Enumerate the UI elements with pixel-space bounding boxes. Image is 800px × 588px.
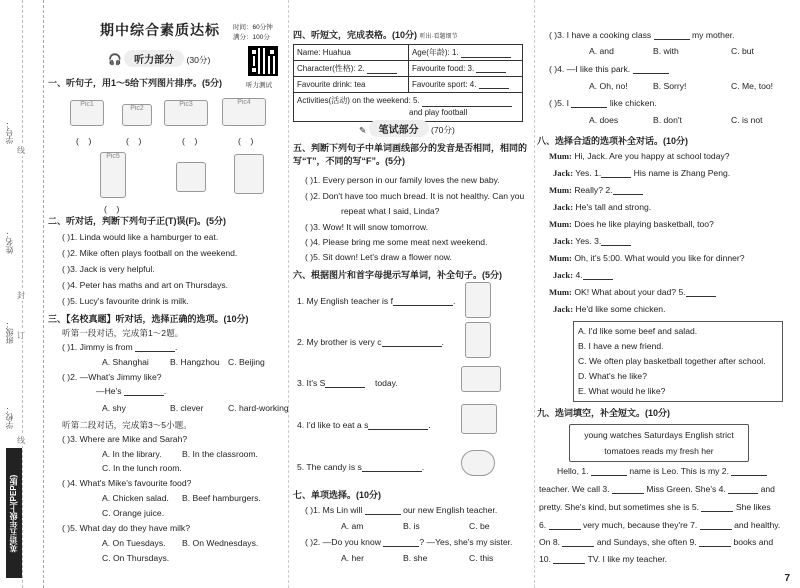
binding-margin (0, 0, 44, 588)
option-c[interactable]: C. On Thursdays. (102, 553, 170, 563)
dialogue-line[interactable]: Jack: Yes. 3. (553, 236, 631, 246)
question-2[interactable]: ( )2. —What's Jimmy like? (62, 372, 162, 382)
phonics-item[interactable]: ( )2. Don't have too much bread. It is not healthy. Can you (305, 191, 525, 201)
qr-label: 听力测试 (246, 82, 272, 89)
section-6-title: 六、根据图片和首字母提示写单词，补全句子。(5分) (293, 270, 503, 280)
column-2 (288, 0, 528, 588)
dialogue-line[interactable]: Jack: Yes. 1. His name is Zhang Peng. (553, 168, 731, 178)
dialogue-line: Jack: He'd like some chicken. (553, 304, 666, 314)
option-c[interactable]: C. Beijing (228, 357, 265, 367)
info-table (293, 44, 523, 122)
order-blank[interactable]: ( ) (104, 204, 120, 214)
listening-score: (30分) (186, 55, 211, 65)
option-a[interactable]: A. Shanghai (102, 357, 149, 367)
option-a[interactable]: A. am (341, 521, 364, 531)
option-b[interactable]: B. she (403, 553, 428, 563)
fill-item-3[interactable]: 3. It's S today. (297, 378, 398, 388)
option-c[interactable]: C. Me, too! (731, 81, 774, 91)
order-blank[interactable]: ( ) (76, 136, 92, 146)
option-b[interactable]: B. I have a new friend. (578, 341, 664, 351)
cell-character: Character(性格): 2. (294, 61, 409, 77)
option-c[interactable]: C. In the lunch room. (102, 463, 182, 473)
option-b[interactable]: B. with (653, 46, 679, 56)
qr-code-icon[interactable] (248, 46, 278, 76)
option-a[interactable]: A. I'd like some beef and salad. (578, 326, 698, 336)
choice-q1[interactable]: ( )1. Ms Lin will our new English teacher. (305, 505, 498, 515)
option-a[interactable]: A. shy (102, 403, 126, 413)
page-title: 期中综合素质达标 (100, 22, 220, 38)
full-score: 满分：100分 (233, 34, 270, 41)
cell-food: Favourite food: 3. (408, 61, 522, 77)
dialogue-line[interactable]: Mum: OK! What about your dad? 5. (549, 287, 716, 297)
tableware-icon: Pic2 (122, 104, 152, 126)
option-c[interactable]: C. this (469, 553, 494, 563)
word-bank-row: tomatoes reads my fresh her (604, 446, 714, 456)
option-b[interactable]: B. Sorry! (653, 81, 687, 91)
time-limit: 时间：60分钟 (233, 24, 273, 31)
option-c[interactable]: C. but (731, 46, 754, 56)
option-c[interactable]: C. is not (731, 115, 763, 125)
option-c[interactable]: C. be (469, 521, 490, 531)
option-a[interactable]: A. Oh, no! (589, 81, 628, 91)
cut-char: 订 (17, 331, 25, 340)
phonics-item[interactable]: ( )3. Wow! It will snow tomorrow. (305, 222, 429, 232)
word-bank-row: young watches Saturdays English strict (584, 430, 734, 440)
headphones-icon: 🎧 (108, 54, 122, 66)
choice-q4[interactable]: ( )4. —I like this park. (549, 64, 669, 74)
saturday-icon (461, 366, 501, 392)
dialogue-line: Mum: Hi, Jack. Are you happy at school today? (549, 151, 730, 161)
phonics-item[interactable]: ( )5. Sit down! Let's draw a flower now. (305, 252, 452, 262)
cut-char: 线 (17, 436, 25, 445)
cut-char: 线 (17, 146, 25, 155)
girl-icon: Pic5 (100, 152, 126, 198)
tf-item[interactable]: ( )2. Mike often plays football on the weekend. (62, 248, 238, 258)
word-bank (569, 424, 749, 462)
question-2-answer[interactable]: —He's . (96, 386, 167, 396)
tv-icon (176, 162, 206, 192)
option-a[interactable]: A. her (341, 553, 364, 563)
food-icon: Pic1 (70, 100, 104, 126)
class-label: 班级： (5, 320, 14, 344)
option-b[interactable]: B. Beef hamburgers. (182, 493, 261, 503)
option-b[interactable]: B. clever (170, 403, 204, 413)
cell-sport: Favourite sport: 4. (408, 77, 522, 93)
order-blank[interactable]: ( ) (238, 136, 254, 146)
option-d[interactable]: D. What's he like? (578, 371, 647, 381)
passage-line[interactable]: 6. very much, because they're 7. and healthy. (539, 520, 781, 530)
candy-icon (461, 450, 495, 476)
cell-drink: Favourite drink: tea (294, 77, 409, 93)
pencil-icon: ✎ (359, 125, 367, 135)
question-1[interactable]: ( )1. Jimmy is from . (62, 342, 178, 352)
passage-line[interactable]: On 8. and Sundays, she often 9. books and (539, 537, 774, 547)
sandwich-icon (461, 404, 497, 434)
option-a[interactable]: A. does (589, 115, 619, 125)
section-3-title: 三、【名校真题】听对话，选择正确的选项。(10分) (48, 314, 249, 324)
dialogue-line: Mum: Oh, it's 5:00. What would you like for dinner? (549, 253, 745, 263)
part-2-note: 听第二段对话，完成第3～5小题。 (62, 420, 192, 430)
passage-line[interactable]: 10. TV. I like my teacher. (539, 554, 668, 564)
option-b[interactable]: B. On Wednesdays. (182, 538, 259, 548)
option-b[interactable]: B. don't (653, 115, 682, 125)
passage-line[interactable]: teacher. We call 3. Miss Green. She's 4. and (539, 484, 775, 494)
section-1-title: 一、听句子，用1～5给下列图片排序。(5分) (48, 78, 223, 88)
tf-item[interactable]: ( )3. Jack is very helpful. (62, 264, 155, 274)
cell-name: Name: Huahua (294, 45, 409, 61)
cell-activities: Activities(活动) on the weekend: 5. and play football (294, 93, 523, 122)
name-label: 姓名： (5, 230, 14, 254)
section-2-title: 二、听对话，判断下列句子正(T)误(F)。(5分) (48, 216, 226, 226)
question-3[interactable]: ( )3. Where are Mike and Sarah? (62, 434, 188, 444)
dialogue-line[interactable]: Mum: Really? 2. (549, 185, 643, 195)
dialogue-line[interactable]: Jack: 4. (553, 270, 613, 280)
student-id-label: 学号： (5, 120, 14, 144)
page-number: 7 (784, 573, 790, 584)
fill-item-5[interactable]: 5. The candy is s . (297, 462, 425, 472)
teacher-icon (465, 282, 491, 318)
option-b[interactable]: B. In the classroom. (182, 449, 258, 459)
school-label: 学校： (5, 405, 14, 429)
section-8-title: 八、选择合适的选项补全对话。(10分) (537, 136, 689, 146)
tf-item[interactable]: ( )5. Lucy's favourite drink is milk. (62, 296, 189, 306)
option-c[interactable]: C. Orange juice. (102, 508, 165, 518)
listening-header (108, 50, 210, 67)
option-a[interactable]: A. On Tuesdays. (102, 538, 166, 548)
option-e[interactable]: E. What would he like? (578, 386, 666, 396)
column-1 (48, 0, 289, 588)
tf-item[interactable]: ( )4. Peter has maths and art on Thursdays. (62, 280, 229, 290)
option-b[interactable]: B. is (403, 521, 420, 531)
written-label: 笔试部分 (369, 120, 429, 137)
section-7-title: 七、单项选择。(10分) (293, 490, 382, 500)
fill-item-1[interactable]: 1. My English teacher is f . (297, 296, 456, 306)
football-boy-icon (234, 154, 264, 194)
phonics-item[interactable]: ( )1. Every person in our family loves the new baby. (305, 175, 500, 185)
phonics-item-cont: repeat what I said, Linda? (341, 206, 440, 216)
dialogue-line: Mum: Does he like playing basketball, too? (549, 219, 714, 229)
choice-q3[interactable]: ( )3. I have a cooking class my mother. (549, 30, 735, 40)
order-blank[interactable]: ( ) (126, 136, 142, 146)
option-a[interactable]: A. In the library. (102, 449, 162, 459)
option-b[interactable]: B. Hangzhou (170, 357, 220, 367)
tf-item[interactable]: ( )1. Linda would like a hamburger to eat. (62, 232, 219, 242)
passage-line[interactable]: Hello, 1. name is Leo. This is my 2. (557, 466, 767, 476)
grade-badge: 英语五年级上(PEP版) (6, 448, 22, 578)
order-blank[interactable]: ( ) (182, 136, 198, 146)
column-3 (534, 0, 796, 588)
question-5[interactable]: ( )5. What day do they have milk? (62, 523, 191, 533)
boy-icon (465, 322, 491, 358)
option-c[interactable]: C. hard-working (228, 403, 289, 413)
option-a[interactable]: A. and (589, 46, 614, 56)
fill-item-2[interactable]: 2. My brother is very c . (297, 337, 444, 347)
question-4[interactable]: ( )4. What's Mike's favourite food? (62, 478, 192, 488)
section-9-title: 九、选词填空，补全短文。(10分) (537, 408, 671, 418)
options-box (573, 321, 783, 402)
vegetables-icon: Pic3 (164, 100, 208, 126)
wednesday-icon: Pic4 (222, 98, 266, 126)
cell-age: Age(年龄): 1. (408, 45, 522, 61)
choice-q2[interactable]: ( )2. —Do you know ? —Yes, she's my sister. (305, 537, 513, 547)
fill-item-4[interactable]: 4. I'd like to eat a s . (297, 420, 431, 430)
part-1-note: 听第一段对话，完成第1～2题。 (62, 328, 184, 338)
section-4-title: 四、听短文，完成表格。(10分) 听出·看题细节 (293, 30, 458, 40)
section-5-title: 五、判断下列句子中单词画线部分的发音是否相同，相同的写“T”，不同的写“F”。(5分) (293, 143, 528, 166)
cut-char: 封 (17, 291, 25, 300)
written-score: (70分) (430, 125, 455, 135)
option-a[interactable]: A. Chicken salad. (102, 493, 169, 503)
dialogue-line: Jack: He's tall and strong. (553, 202, 652, 212)
option-c[interactable]: C. We often play basketball together after school. (578, 356, 766, 366)
written-header (359, 120, 455, 137)
choice-q5[interactable]: ( )5. I like chicken. (549, 98, 657, 108)
passage-line[interactable]: pretty. She's kind, but sometimes she is 5. She likes (539, 502, 771, 512)
listening-label: 听力部分 (124, 50, 184, 67)
phonics-item[interactable]: ( )4. Please bring me some meat next weekend. (305, 237, 488, 247)
